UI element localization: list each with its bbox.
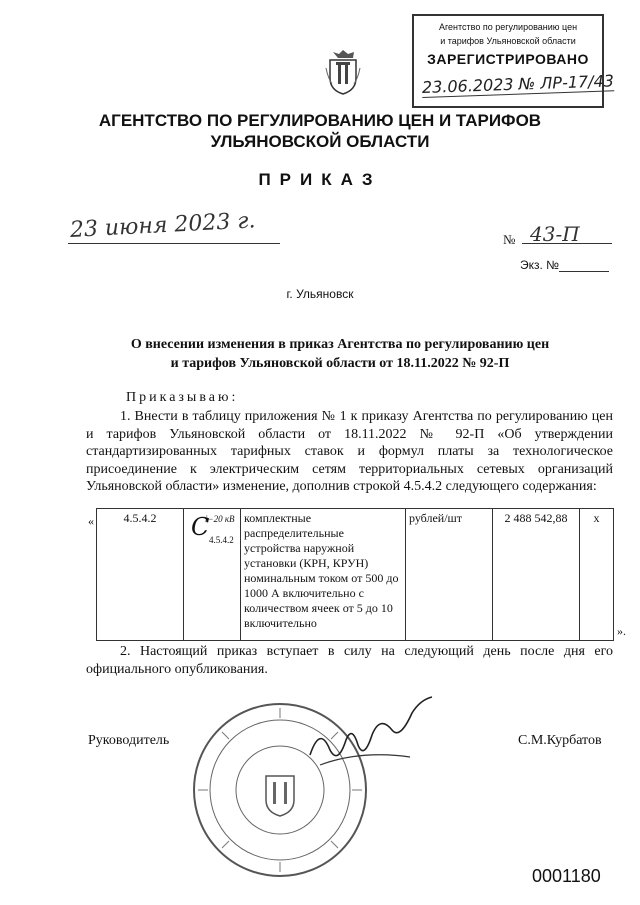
subject-line-2: и тарифов Ульяновской области от 18.11.2022 № 92-П — [170, 356, 510, 371]
cell-extra: x — [580, 509, 614, 641]
stamp-title: ЗАРЕГИСТРИРОВАНО — [427, 51, 589, 67]
document-date: 23 июня 2023 г. — [69, 208, 257, 243]
copy-number-label: Экз. № — [520, 258, 560, 272]
cell-formula — [184, 509, 241, 641]
coat-of-arms-icon — [324, 48, 362, 96]
cell-description: комплектные распределительные устройства наружной установки (КРН, КРУН) номинальным током от 500 до 1000 А включительно с количеством ячеек от 5 до 10 включительно — [241, 509, 406, 641]
copy-number-underline — [559, 271, 609, 272]
date-underline — [68, 243, 280, 244]
tariff-table — [96, 508, 614, 641]
table-row — [97, 509, 614, 641]
document-number: 43-П — [530, 222, 580, 246]
cell-value: 2 488 542,88 — [493, 509, 580, 641]
signatory-position: Руководитель — [88, 733, 170, 748]
city: г. Ульяновск — [286, 287, 354, 301]
table-quote-open: « — [88, 514, 94, 528]
paragraph-1: 1. Внести в таблицу приложения № 1 к приказу Агентства по регулированию цен и тарифов Ульяновской области от 18.11.2022 № 92-П «Об утверждении стандартизированных тарифных ставок и формул платы за технологическое присоединение к электрическим сетям территориальных сетевых организаций Ульяновской области» изменение, дополнив строкой 4.5.4.2 следующего содержания: — [86, 409, 613, 494]
paragraph-2: 2. Настоящий приказ вступает в силу на следующий день после дня его официального опубликования. — [86, 644, 613, 677]
document-subject — [80, 335, 600, 373]
formula-superscript: i−20 кВ — [205, 514, 235, 524]
formula-subscript: 4.5.4.2 — [209, 535, 234, 545]
formula-symbol: C — [191, 513, 210, 541]
order-word: Приказываю: — [126, 390, 239, 405]
agency-title — [40, 110, 600, 152]
stamp-line-1: Агентство по регулированию цен — [438, 22, 578, 32]
agency-title-line-1: АГЕНТСТВО ПО РЕГУЛИРОВАНИЮ ЦЕН И ТАРИФОВ — [98, 111, 542, 130]
signatory-name: С.М.Курбатов — [518, 733, 602, 748]
signature-icon — [300, 695, 440, 785]
registration-stamp — [412, 14, 615, 108]
document-type: ПРИКАЗ — [258, 170, 382, 189]
cell-unit: рублей/шт — [406, 509, 493, 641]
number-underline — [522, 243, 612, 244]
agency-title-line-2: УЛЬЯНОВСКОЙ ОБЛАСТИ — [210, 132, 430, 151]
table-quote-close: ». — [617, 624, 626, 638]
number-label: № — [503, 232, 516, 247]
cell-code: 4.5.4.2 — [97, 509, 184, 641]
serial-number: 0001180 — [532, 866, 601, 886]
stamp-reg-date-number: 23.06.2023 № ЛР-17/43 — [421, 71, 615, 97]
subject-line-1: О внесении изменения в приказ Агентства по регулированию цен — [130, 337, 550, 352]
stamp-line-2: и тарифов Ульяновской области — [440, 36, 576, 46]
